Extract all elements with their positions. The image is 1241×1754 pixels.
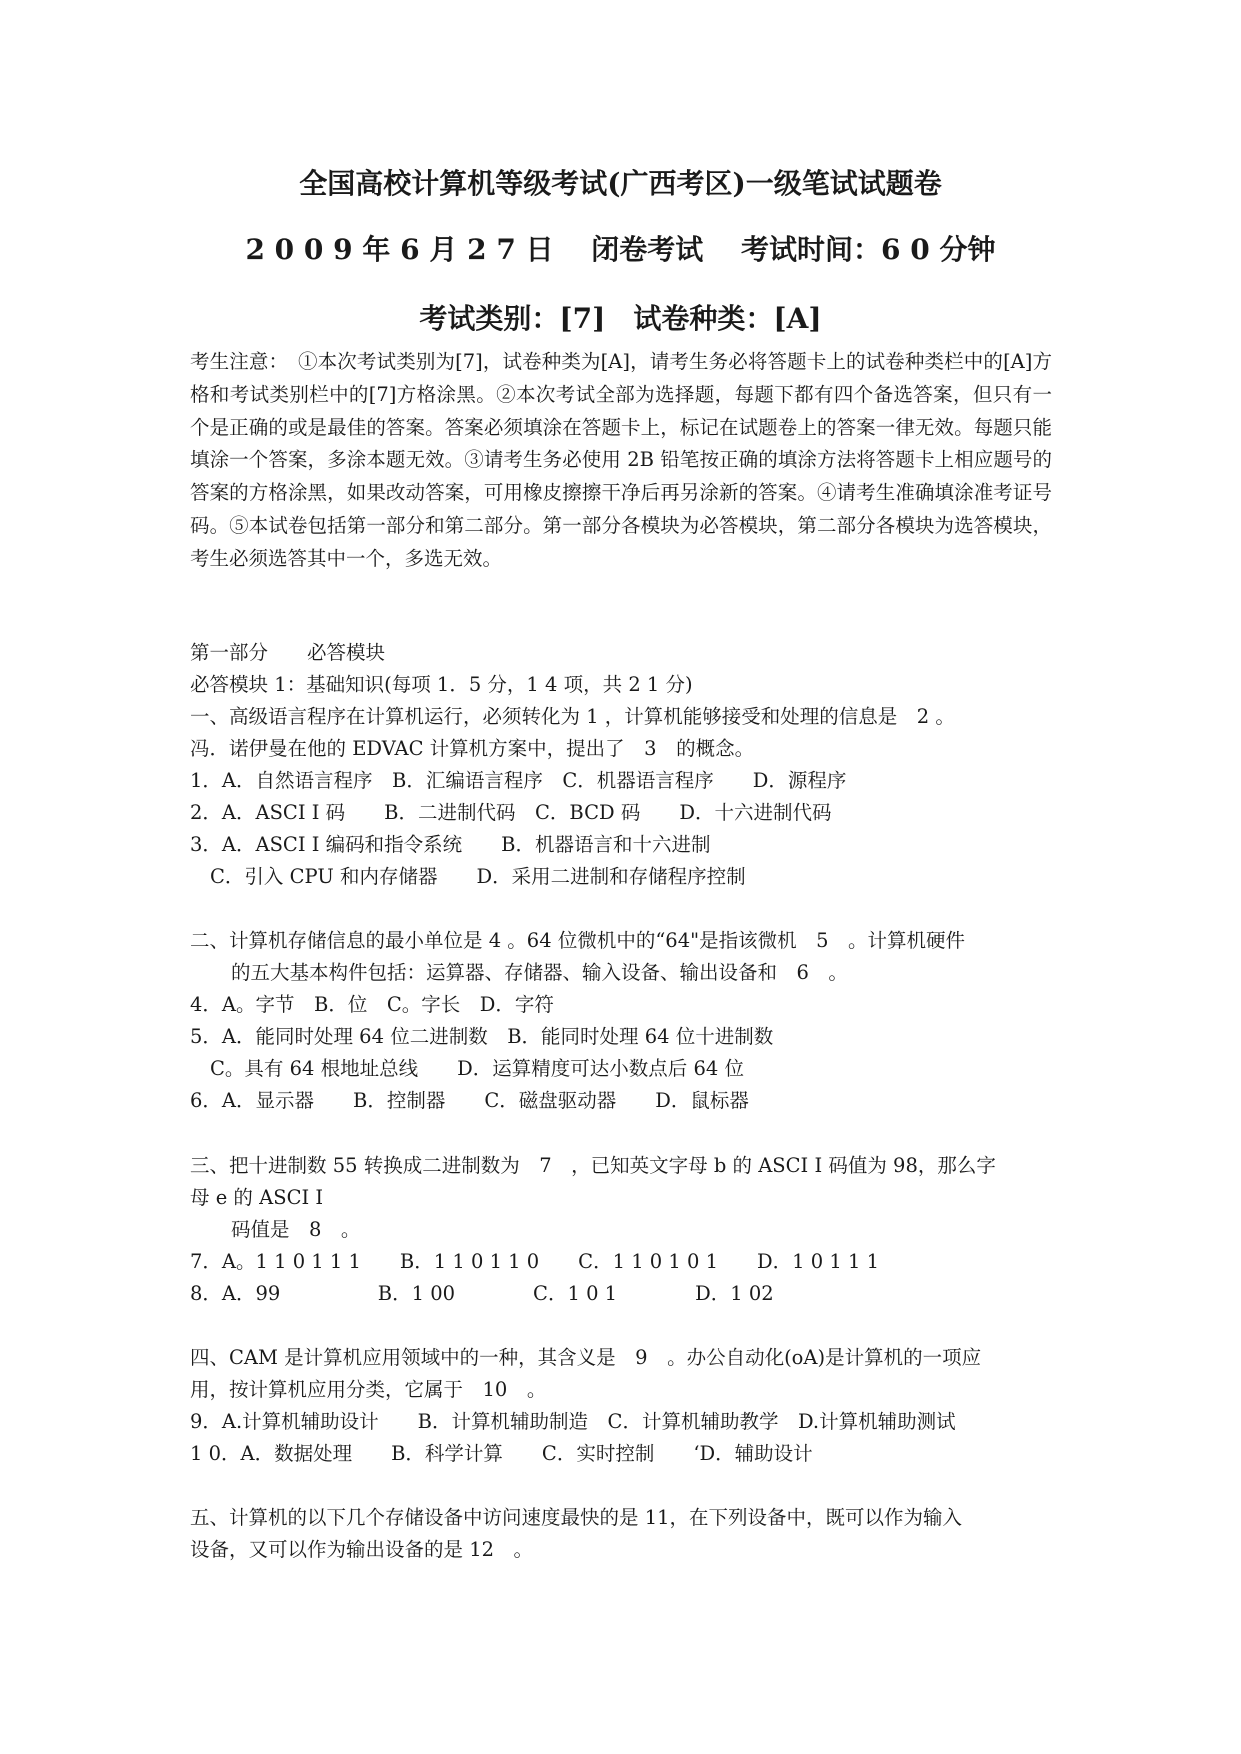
exam-title: 全国高校计算机等级考试(广西考区)一级笔试试题卷: [299, 167, 942, 200]
question-group-5: 五、计算机的以下几个存储设备中访问速度最快的是 11，在下列设备中，既可以作为输入: [190, 1506, 963, 1529]
part-one-heading: 第一部分 必答模块: [190, 641, 386, 664]
question-9-options: 9．A.计算机辅助设计 B．计算机辅助制造 C．计算机辅助教学 D.计算机辅助测试: [190, 1410, 956, 1433]
question-group-3-cont2: 码值是 8 。: [231, 1218, 361, 1241]
question-group-3: 三、把十进制数 55 转换成二进制数为 7 ，已知英文字母 b 的 ASCI I 码值为 98，那么字: [190, 1154, 996, 1177]
question-5-options: 5．A．能同时处理 64 位二进制数 B．能同时处理 64 位十进制数: [190, 1025, 774, 1048]
question-4-options: 4．A。字节 B．位 C。字长 D．字符: [190, 993, 554, 1016]
question-group-1: 一、高级语言程序在计算机运行，必须转化为 1 ，计算机能够接受和处理的信息是 2 。: [190, 705, 955, 728]
question-3-options-cont: C．引入 CPU 和内存储器 D．采用二进制和存储程序控制: [210, 865, 746, 888]
question-2-options: 2．A．ASCI I 码 B．二进制代码 C．BCD 码 D．十六进制代码: [190, 801, 832, 824]
question-8-options: 8．A．99 B．1 00 C．1 0 1 D．1 02: [190, 1282, 774, 1305]
module-one-heading: 必答模块 1：基础知识(每项 1．5 分，1 4 项，共 2 1 分): [190, 673, 693, 696]
question-group-2-cont: 的五大基本构件包括：运算器、存储器、输入设备、输出设备和 6 。: [231, 961, 848, 984]
exam-category-line: 考试类别：[7] 试卷种类：[A]: [419, 302, 822, 335]
question-group-3-cont: 母 e 的 ASCI I: [190, 1186, 324, 1209]
question-6-options: 6．A．显示器 B．控制器 C．磁盘驱动器 D．鼠标器: [190, 1089, 749, 1112]
question-7-options: 7．A。1 1 0 1 1 1 B．1 1 0 1 1 0 C．1 1 0 1 0 1 D．1 0 1 1 1: [190, 1250, 879, 1273]
question-5-options-cont: C。具有 64 根地址总线 D．运算精度可达小数点后 64 位: [210, 1057, 744, 1080]
question-10-options: 1 0．A．数据处理 B．科学计算 C．实时控制 ‘D．辅助设计: [190, 1442, 813, 1465]
question-1-options: 1．A．自然语言程序 B．汇编语言程序 C．机器语言程序 D．源程序: [190, 769, 847, 792]
question-group-1-cont: 冯．诺伊曼在他的 EDVAC 计算机方案中，提出了 3 的概念。: [190, 737, 755, 760]
question-group-4: 四、CAM 是计算机应用领域中的一种，其含义是 9 。办公自动化(oA)是计算机的一项应: [190, 1346, 982, 1369]
candidate-notice: 考生注意： ①本次考试类别为[7]，试卷种类为[A]，请考生务必将答题卡上的试卷种类栏中的[A]方格和考试类别栏中的[7]方格涂黑。②本次考试全部为选择题，每题下都有四个备选答案，但只有一个是正确的或是最佳的答案。答案必须填涂在答题卡上，标记在试题卷上的答案一律无效。每题只能填涂一个答案，多涂本题无效。③请考生务必使用 2B 铅笔按正确的填涂方法将答题卡上相应题号的答案的方格涂黑，如果改动答案，可用橡皮擦擦干净后再另涂新的答案。④请考生准确填涂准考证号码。⑤本试卷包括第一部分和第二部分。第一部分各模块为必答模块，第二部分各模块为选答模块，考生必须选答其中一个，多选无效。: [190, 350, 1052, 570]
question-group-5-cont: 设备，又可以作为输出设备的是 12 。: [190, 1538, 534, 1561]
exam-date-line: 2 0 0 9 年 6 月 2 7 日 闭卷考试 考试时间：6 0 分钟: [245, 233, 996, 266]
question-group-2: 二、计算机存储信息的最小单位是 4 。64 位微机中的“64"是指该微机 5 。计算机硬件: [190, 929, 965, 952]
question-3-options: 3．A．ASCI I 编码和指令系统 B．机器语言和十六进制: [190, 833, 711, 856]
question-group-4-cont: 用，按计算机应用分类，它属于 10 。: [190, 1378, 547, 1401]
